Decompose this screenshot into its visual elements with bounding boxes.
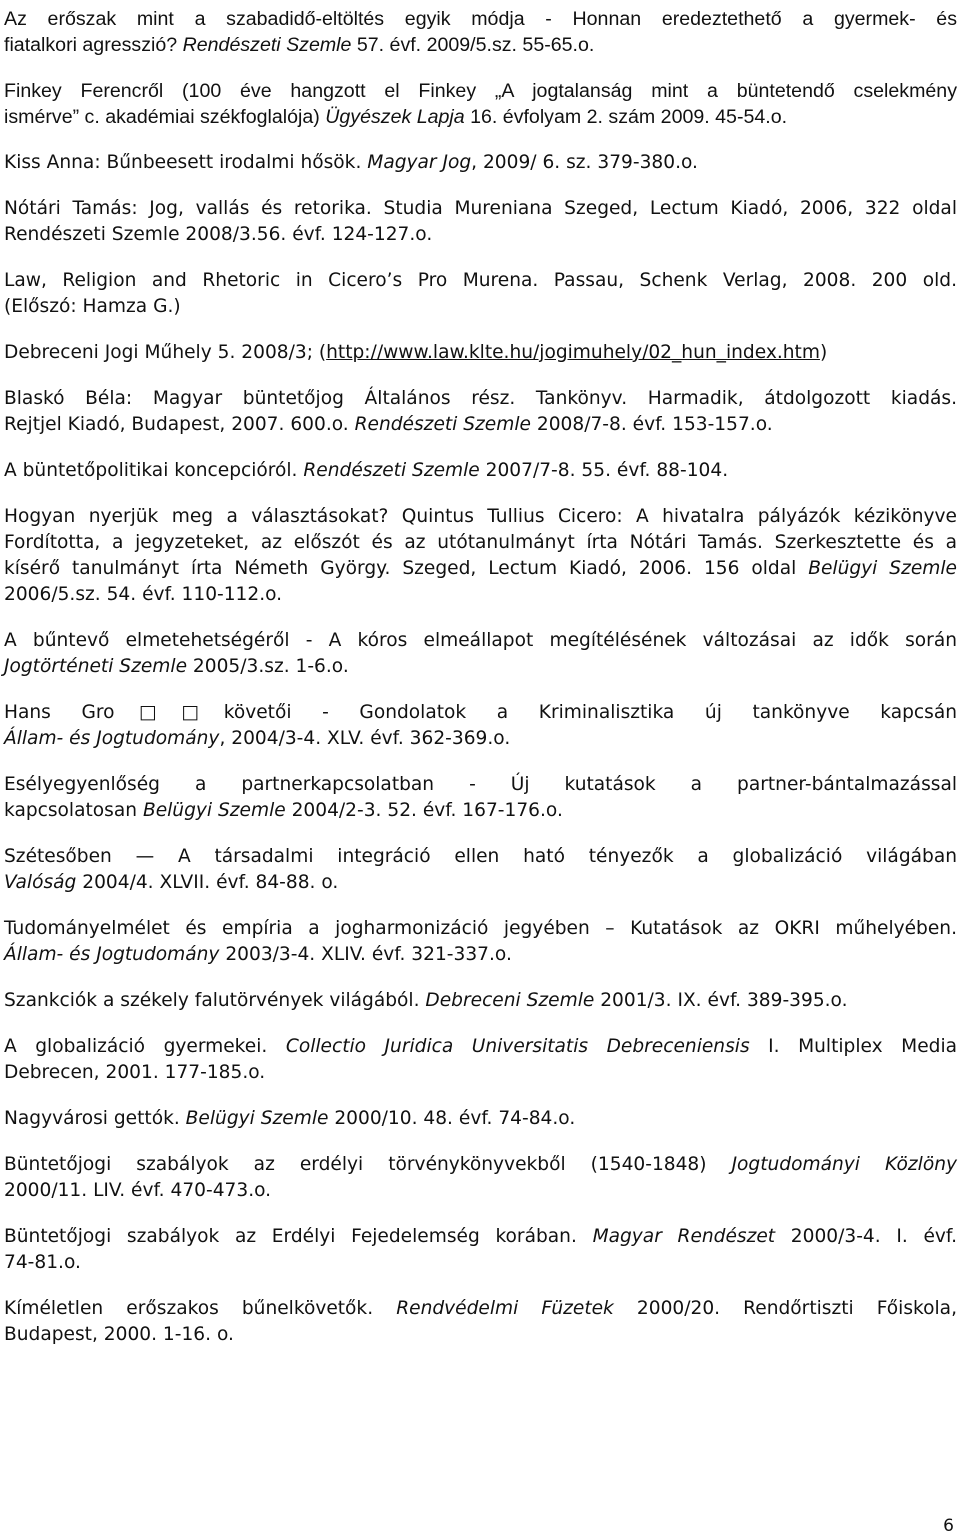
entry-line xyxy=(4,942,957,968)
entry-line xyxy=(4,1322,957,1348)
bibliography-entry xyxy=(4,1152,957,1204)
entry-text: (Előszó: Hamza G.) xyxy=(4,296,181,317)
entry-text: 2003/3-4. XLIV. évf. 321-337.o. xyxy=(219,944,512,965)
bibliography-entry xyxy=(4,1034,957,1086)
entry-line xyxy=(4,340,957,366)
bibliography-entry xyxy=(4,458,957,484)
entry-line xyxy=(4,530,957,556)
publication-title: Rendvédelmi Füzetek xyxy=(396,1298,614,1319)
entry-text: Szétesőben — A társadalmi integráció ellen ható tényezők a globalizáció világában xyxy=(4,846,957,867)
bibliography-entry xyxy=(4,1296,957,1348)
entry-text: Fordította, a jegyzeteket, az előszót és az utótanulmányt írta Nótári Tamás. Szerkesztette és a xyxy=(4,532,957,553)
entry-text: A bűntevő elmetehetségéről - A kóros elmeállapot megítélésének változásai az idők során xyxy=(4,630,957,651)
entry-text: Blaskó Béla: Magyar büntetőjog Általános rész. Tankönyv. Harmadik, átdolgozott kiadás. xyxy=(4,388,957,409)
entry-line xyxy=(4,870,957,896)
entry-line xyxy=(4,1296,957,1322)
entry-line xyxy=(4,386,957,412)
entry-line xyxy=(4,1250,957,1276)
entry-text: 57. évf. 2009/5.sz. 55-65.o. xyxy=(351,34,595,56)
publication-title: Ügyészek Lapja xyxy=(325,106,465,128)
bibliography-entry xyxy=(4,844,957,896)
entry-line xyxy=(4,700,957,726)
bibliography-entry xyxy=(4,772,957,824)
entry-text: követői - Gondolatok a Kriminalisztika új tankönyve kapcsán xyxy=(223,702,957,723)
publication-title: Rendészeti Szemle xyxy=(182,34,352,56)
entry-line xyxy=(4,412,957,438)
entry-text: 2000/20. Rendőrtiszti Főiskola, xyxy=(613,1298,957,1319)
bibliography-entry xyxy=(4,78,957,130)
bibliography-entry xyxy=(4,1224,957,1276)
bibliography-entry xyxy=(4,504,957,608)
entry-text: Debreceni Jogi Műhely 5. 2008/3; ( xyxy=(4,342,327,363)
entry-text: Debrecen, 2001. 177-185.o. xyxy=(4,1062,266,1083)
entry-text: 2000/10. 48. évf. 74-84.o. xyxy=(328,1108,576,1129)
entry-text: fiatalkori agresszió? xyxy=(4,34,183,56)
entry-line xyxy=(4,1034,957,1060)
publication-title: Belügyi Szemle xyxy=(808,558,957,579)
publication-title: Magyar Jog xyxy=(367,152,472,173)
entry-text: Rendészeti Szemle 2008/3.56. évf. 124-127.o. xyxy=(4,224,433,245)
entry-line xyxy=(4,222,957,248)
bibliography-list xyxy=(4,6,957,1368)
url-link[interactable]: http://www.law.klte.hu/jogimuhely/02_hun_index.htm xyxy=(326,342,820,363)
entry-line xyxy=(4,1060,957,1086)
entry-text: Hans Gro xyxy=(4,702,115,723)
page-number: 6 xyxy=(943,1516,954,1536)
bibliography-entry xyxy=(4,700,957,752)
entry-text: 2001/3. IX. évf. 389-395.o. xyxy=(594,990,848,1011)
publication-title: Állam- és Jogtudomány xyxy=(4,944,220,965)
entry-text: Esélyegyenlőség a partnerkapcsolatban - Új kutatások a partner-bántalmazással xyxy=(4,774,957,795)
entry-text: , 2004/3-4. XLV. évf. 362-369.o. xyxy=(219,728,511,749)
entry-text: 2000/3-4. I. évf. xyxy=(775,1226,957,1247)
bibliography-entry xyxy=(4,268,957,320)
entry-line xyxy=(4,798,957,824)
publication-title: Magyar Rendészet xyxy=(592,1226,776,1247)
bibliography-entry xyxy=(4,386,957,438)
entry-text: 74-81.o. xyxy=(4,1252,81,1273)
entry-text: A büntetőpolitikai koncepcióról. xyxy=(4,460,304,481)
publication-title: Állam- és Jogtudomány xyxy=(4,728,220,749)
entry-line xyxy=(4,150,957,176)
bibliography-entry xyxy=(4,6,957,58)
entry-text: ) xyxy=(819,342,828,363)
publication-title: Jogtörténeti Szemle xyxy=(4,656,188,677)
bibliography-entry xyxy=(4,1106,957,1132)
entry-text: 2004/2-3. 52. évf. 167-176.o. xyxy=(285,800,563,821)
entry-line xyxy=(4,726,957,752)
entry-text: Rejtjel Kiadó, Budapest, 2007. 600.o. xyxy=(4,414,355,435)
entry-text: 2008/7-8. évf. 153-157.o. xyxy=(530,414,773,435)
entry-line xyxy=(4,844,957,870)
entry-text: 2007/7-8. 55. évf. 88-104. xyxy=(479,460,729,481)
entry-text: Kiss Anna: Bűnbeesett irodalmi hősök. xyxy=(4,152,368,173)
entry-text: Finkey Ferencről (100 éve hangzott el Finkey „A jogtalanság mint a büntetendő cselekmény xyxy=(4,80,957,102)
entry-line xyxy=(4,1106,957,1132)
entry-line xyxy=(4,1178,957,1204)
entry-text: kísérő tanulmányt írta Németh György. Szeged, Lectum Kiadó, 2006. 156 oldal xyxy=(4,558,809,579)
entry-line xyxy=(4,628,957,654)
bibliography-entry xyxy=(4,340,957,366)
entry-line xyxy=(4,1224,957,1250)
bibliography-entry xyxy=(4,916,957,968)
entry-line xyxy=(4,556,957,582)
entry-text: Büntetőjogi szabályok az erdélyi törvénykönyvekből (1540-1848) xyxy=(4,1154,732,1175)
entry-text: 2005/3.sz. 1-6.o. xyxy=(187,656,349,677)
bibliography-entry xyxy=(4,988,957,1014)
entry-text: I. Multiplex Media xyxy=(749,1036,957,1057)
entry-text: Law, Religion and Rhetoric in Cicero’s Pro Murena. Passau, Schenk Verlag, 2008. 200 old. xyxy=(4,270,957,291)
entry-text: Kíméletlen erőszakos bűnelkövetők. xyxy=(4,1298,397,1319)
entry-line xyxy=(4,654,957,680)
entry-text: kapcsolatosan xyxy=(4,800,143,821)
publication-title: Valóság xyxy=(4,872,77,893)
entry-text: Büntetőjogi szabályok az Erdélyi Fejedelemség korában. xyxy=(4,1226,593,1247)
entry-line xyxy=(4,196,957,222)
entry-text: Budapest, 2000. 1-16. o. xyxy=(4,1324,234,1345)
entry-line xyxy=(4,78,957,104)
bibliography-entry xyxy=(4,628,957,680)
entry-line xyxy=(4,32,957,58)
entry-text: 16. évfolyam 2. szám 2009. 45-54.o. xyxy=(464,106,788,128)
bibliography-entry xyxy=(4,196,957,248)
publication-title: Debreceni Szemle xyxy=(425,990,595,1011)
publication-title: Belügyi Szemle xyxy=(185,1108,329,1129)
entry-line xyxy=(4,582,957,608)
entry-line xyxy=(4,916,957,942)
entry-text: Hogyan nyerjük meg a választásokat? Quintus Tullius Cicero: A hivatalra pályázók kézikönyve xyxy=(4,506,957,527)
entry-line xyxy=(4,988,957,1014)
entry-line xyxy=(4,294,957,320)
publication-title: Belügyi Szemle xyxy=(142,800,286,821)
entry-text: ismérve” c. akadémiai székfoglalója) xyxy=(4,106,326,128)
entry-line xyxy=(4,1152,957,1178)
entry-line xyxy=(4,504,957,530)
entry-text: 2004/4. XLVII. évf. 84-88. o. xyxy=(76,872,339,893)
entry-text: 2000/11. LIV. évf. 470-473.o. xyxy=(4,1180,272,1201)
missing-glyph: □□ xyxy=(114,702,224,723)
entry-text: , 2009/ 6. sz. 379-380.o. xyxy=(471,152,698,173)
bibliography-entry xyxy=(4,150,957,176)
publication-title: Collectio Juridica Universitatis Debreceniensis xyxy=(285,1036,750,1057)
publication-title: Jogtudományi Közlöny xyxy=(731,1154,957,1175)
entry-line xyxy=(4,772,957,798)
entry-text: 2006/5.sz. 54. évf. 110-112.o. xyxy=(4,584,283,605)
entry-text: A globalizáció gyermekei. xyxy=(4,1036,286,1057)
entry-text: Nagyvárosi gettók. xyxy=(4,1108,186,1129)
entry-text: Tudományelmélet és empíria a jogharmonizáció jegyében – Kutatások az OKRI műhelyében. xyxy=(4,918,957,939)
entry-text: Az erőszak mint a szabadidő-eltöltés egyik módja - Honnan eredeztethető a gyermek- és xyxy=(4,8,957,30)
publication-title: Rendészeti Szemle xyxy=(303,460,480,481)
entry-text: Nótári Tamás: Jog, vallás és retorika. Studia Mureniana Szeged, Lectum Kiadó, 2006, 322 oldal xyxy=(4,198,957,219)
entry-line xyxy=(4,458,957,484)
entry-line xyxy=(4,268,957,294)
entry-line xyxy=(4,6,957,32)
entry-line xyxy=(4,104,957,130)
publication-title: Rendészeti Szemle xyxy=(354,414,531,435)
entry-text: Szankciók a székely falutörvények világából. xyxy=(4,990,426,1011)
